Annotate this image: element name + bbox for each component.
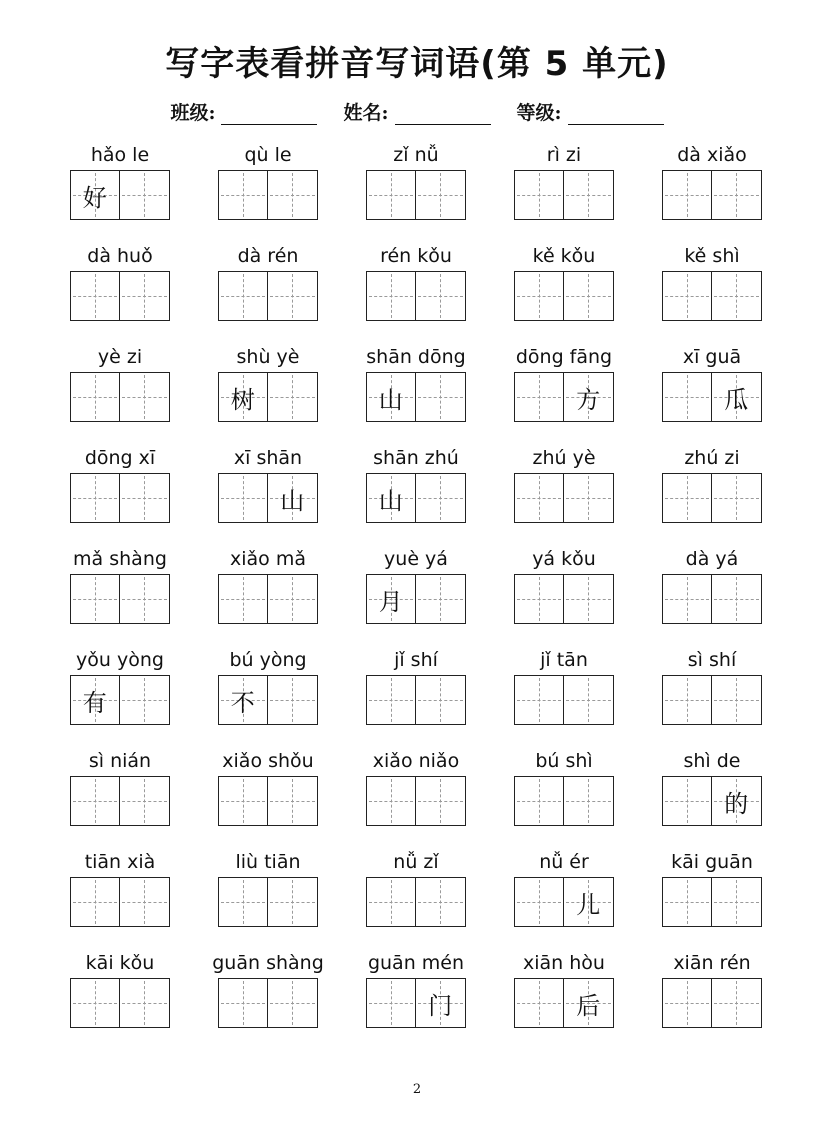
tian-grid-pair (662, 776, 762, 826)
pinyin-label: rì zi (546, 144, 582, 166)
tian-grid-box[interactable] (267, 676, 317, 724)
word-item (70, 342, 170, 443)
pinyin-label: sì shí (687, 649, 737, 671)
word-item (662, 948, 762, 1049)
tian-grid-pair (366, 877, 466, 927)
tian-grid-box[interactable] (711, 777, 761, 825)
tian-grid-pair (70, 675, 170, 725)
word-item (70, 443, 170, 544)
pinyin-label: dà huǒ (87, 245, 153, 267)
tian-grid-box[interactable] (415, 575, 465, 623)
tian-grid-box[interactable] (515, 979, 564, 1027)
word-item (366, 544, 466, 645)
pinyin-label: kāi kǒu (85, 952, 155, 974)
pinyin-label: xī guā (682, 346, 742, 368)
class-field (170, 98, 317, 125)
tian-grid-box[interactable] (711, 878, 761, 926)
tian-grid-box[interactable] (267, 575, 317, 623)
word-item (514, 443, 614, 544)
tian-grid-pair (218, 675, 318, 725)
tian-grid-box[interactable] (563, 373, 613, 421)
tian-grid-box[interactable] (71, 272, 120, 320)
pinyin-label: dōng fāng (515, 346, 613, 368)
word-item (70, 140, 170, 241)
tian-grid-box[interactable] (663, 878, 712, 926)
word-item (662, 241, 762, 342)
tian-grid-box[interactable] (119, 474, 169, 522)
tian-grid-pair (218, 473, 318, 523)
pinyin-label: xiǎo shǒu (222, 750, 314, 772)
tian-grid-box[interactable] (267, 777, 317, 825)
tian-grid-pair (662, 473, 762, 523)
tian-grid-box[interactable] (415, 171, 465, 219)
tian-grid-box[interactable] (219, 474, 268, 522)
pinyin-label: zhú yè (532, 447, 596, 469)
word-item (662, 544, 762, 645)
tian-grid-box[interactable] (119, 979, 169, 1027)
tian-grid-pair (662, 574, 762, 624)
tian-grid-box[interactable] (367, 373, 416, 421)
tian-grid-box[interactable] (663, 777, 712, 825)
word-item (514, 342, 614, 443)
tian-grid-box[interactable] (71, 777, 120, 825)
tian-grid-box[interactable] (515, 777, 564, 825)
word-item (218, 544, 318, 645)
hint-character: 儿 (576, 890, 601, 919)
hint-character: 不 (230, 688, 255, 717)
tian-grid-box[interactable] (563, 474, 613, 522)
pinyin-label: yá kǒu (532, 548, 596, 570)
tian-grid-pair (514, 473, 614, 523)
tian-grid-box[interactable] (367, 575, 416, 623)
tian-grid-box[interactable] (563, 878, 613, 926)
tian-grid-box[interactable] (563, 676, 613, 724)
class-blank-line[interactable] (221, 104, 317, 125)
word-item (514, 645, 614, 746)
pinyin-label: shān dōng (366, 346, 466, 368)
word-item (70, 847, 170, 948)
word-item (70, 241, 170, 342)
tian-grid-pair (514, 877, 614, 927)
tian-grid-box[interactable] (563, 777, 613, 825)
pinyin-label: kě kǒu (532, 245, 596, 267)
tian-grid-pair (514, 170, 614, 220)
tian-grid-pair (662, 978, 762, 1028)
tian-grid-box[interactable] (711, 575, 761, 623)
word-item (514, 544, 614, 645)
tian-grid-box[interactable] (663, 373, 712, 421)
tian-grid-box[interactable] (415, 777, 465, 825)
tian-grid-box[interactable] (711, 373, 761, 421)
tian-grid-box[interactable] (367, 979, 416, 1027)
tian-grid-box[interactable] (367, 474, 416, 522)
tian-grid-box[interactable] (219, 878, 268, 926)
pinyin-label: xiǎo niǎo (372, 750, 460, 772)
tian-grid-box[interactable] (71, 575, 120, 623)
word-item (70, 746, 170, 847)
hint-character: 方 (576, 385, 601, 414)
pinyin-label: shù yè (236, 346, 300, 368)
tian-grid-box[interactable] (119, 878, 169, 926)
tian-grid-pair (218, 574, 318, 624)
pinyin-label: yǒu yòng (76, 649, 164, 671)
tian-grid-box[interactable] (367, 171, 416, 219)
pinyin-label: zǐ nǚ (393, 144, 439, 166)
tian-grid-box[interactable] (367, 272, 416, 320)
tian-grid-pair (662, 372, 762, 422)
hint-character: 月 (378, 587, 403, 616)
tian-grid-pair (366, 978, 466, 1028)
tian-grid-box[interactable] (71, 878, 120, 926)
tian-grid-box[interactable] (711, 979, 761, 1027)
pinyin-label: guān shàng (212, 952, 324, 974)
pinyin-label: xiān hòu (523, 952, 605, 974)
tian-grid-pair (70, 271, 170, 321)
word-item (662, 847, 762, 948)
tian-grid-box[interactable] (119, 272, 169, 320)
pinyin-label: dà yá (685, 548, 739, 570)
word-item (366, 443, 466, 544)
grade-label: 等级: (516, 102, 562, 124)
pinyin-label: jǐ shí (394, 649, 438, 671)
tian-grid-box[interactable] (711, 272, 761, 320)
pinyin-label: rén kǒu (380, 245, 452, 267)
tian-grid-box[interactable] (563, 575, 613, 623)
pinyin-label: nǚ ér (539, 851, 589, 873)
tian-grid-box[interactable] (267, 979, 317, 1027)
tian-grid-box[interactable] (515, 676, 564, 724)
tian-grid-box[interactable] (267, 171, 317, 219)
tian-grid-pair (70, 574, 170, 624)
word-item (70, 544, 170, 645)
tian-grid-box[interactable] (367, 676, 416, 724)
tian-grid-box[interactable] (71, 171, 120, 219)
tian-grid-box[interactable] (563, 272, 613, 320)
tian-grid-box[interactable] (71, 373, 120, 421)
pinyin-label: yuè yá (384, 548, 448, 570)
tian-grid-box[interactable] (563, 171, 613, 219)
word-item (514, 140, 614, 241)
word-item (514, 241, 614, 342)
word-item (70, 645, 170, 746)
tian-grid-pair (218, 978, 318, 1028)
tian-grid-box[interactable] (515, 878, 564, 926)
hint-character: 山 (280, 486, 305, 515)
pinyin-label: dà rén (237, 245, 299, 267)
tian-grid-box[interactable] (663, 171, 712, 219)
tian-grid-pair (366, 372, 466, 422)
tian-grid-pair (218, 776, 318, 826)
hint-character: 山 (378, 385, 403, 414)
hint-character: 瓜 (724, 385, 749, 414)
tian-grid-pair (366, 170, 466, 220)
tian-grid-box[interactable] (415, 878, 465, 926)
word-item (218, 645, 318, 746)
student-info-row (0, 98, 834, 125)
word-item (218, 342, 318, 443)
name-blank-line[interactable] (395, 104, 491, 125)
grade-field (517, 98, 664, 125)
tian-grid-pair (366, 271, 466, 321)
tian-grid-box[interactable] (415, 373, 465, 421)
tian-grid-box[interactable] (367, 777, 416, 825)
word-item (662, 342, 762, 443)
word-item (212, 948, 324, 1049)
word-item (366, 645, 466, 746)
tian-grid-box[interactable] (415, 474, 465, 522)
pinyin-label: nǚ zǐ (393, 851, 439, 873)
tian-grid-box[interactable] (663, 272, 712, 320)
tian-grid-box[interactable] (563, 979, 613, 1027)
tian-grid-pair (218, 271, 318, 321)
tian-grid-box[interactable] (515, 575, 564, 623)
tian-grid-pair (70, 776, 170, 826)
tian-grid-pair (366, 473, 466, 523)
tian-grid-box[interactable] (415, 676, 465, 724)
tian-grid-pair (662, 271, 762, 321)
hint-character: 门 (428, 991, 453, 1020)
tian-grid-box[interactable] (119, 373, 169, 421)
name-label: 姓名: (343, 102, 389, 124)
tian-grid-box[interactable] (219, 979, 268, 1027)
tian-grid-box[interactable] (711, 676, 761, 724)
hint-character: 的 (724, 789, 749, 818)
pinyin-label: dōng xī (84, 447, 156, 469)
tian-grid-pair (662, 877, 762, 927)
tian-grid-box[interactable] (119, 676, 169, 724)
word-item (662, 443, 762, 544)
tian-grid-pair (218, 877, 318, 927)
pinyin-label: dà xiǎo (677, 144, 747, 166)
pinyin-label: bú shì (535, 750, 593, 772)
tian-grid-box[interactable] (515, 272, 564, 320)
tian-grid-pair (662, 675, 762, 725)
pinyin-label: mǎ shàng (73, 548, 167, 570)
hint-character: 山 (378, 486, 403, 515)
word-item (662, 645, 762, 746)
tian-grid-box[interactable] (663, 474, 712, 522)
pinyin-label: xiān rén (673, 952, 751, 974)
tian-grid-pair (514, 372, 614, 422)
tian-grid-box[interactable] (71, 474, 120, 522)
word-item (218, 140, 318, 241)
word-item (514, 746, 614, 847)
page-title: 写字表看拼音写词语(第 5 单元) (165, 44, 669, 84)
tian-grid-box[interactable] (711, 171, 761, 219)
pinyin-label: zhú zi (684, 447, 740, 469)
pinyin-label: bú yòng (229, 649, 307, 671)
word-item (366, 746, 466, 847)
word-item (662, 746, 762, 847)
tian-grid-pair (514, 271, 614, 321)
tian-grid-box[interactable] (219, 272, 268, 320)
tian-grid-box[interactable] (71, 979, 120, 1027)
name-field (343, 98, 490, 125)
tian-grid-pair (70, 877, 170, 927)
tian-grid-box[interactable] (267, 474, 317, 522)
tian-grid-box[interactable] (515, 171, 564, 219)
tian-grid-box[interactable] (515, 373, 564, 421)
tian-grid-pair (70, 170, 170, 220)
tian-grid-box[interactable] (219, 676, 268, 724)
hint-character: 好 (82, 183, 107, 212)
pinyin-label: liù tiān (235, 851, 301, 873)
tian-grid-box[interactable] (267, 373, 317, 421)
hint-character: 树 (230, 385, 255, 414)
pinyin-label: shì de (683, 750, 741, 772)
word-item (366, 140, 466, 241)
pinyin-label: xī shān (233, 447, 303, 469)
pinyin-label: hǎo le (90, 144, 150, 166)
tian-grid-pair (218, 372, 318, 422)
word-item (514, 948, 614, 1049)
tian-grid-box[interactable] (219, 171, 268, 219)
tian-grid-box[interactable] (711, 474, 761, 522)
word-item (662, 140, 762, 241)
hint-character: 后 (576, 991, 601, 1020)
tian-grid-box[interactable] (663, 979, 712, 1027)
tian-grid-pair (70, 372, 170, 422)
word-item (366, 948, 466, 1049)
tian-grid-pair (662, 170, 762, 220)
tian-grid-box[interactable] (663, 676, 712, 724)
pinyin-label: kě shì (684, 245, 740, 267)
tian-grid-box[interactable] (367, 878, 416, 926)
hint-character: 有 (82, 688, 107, 717)
tian-grid-box[interactable] (515, 474, 564, 522)
word-item (218, 847, 318, 948)
pinyin-label: yè zi (97, 346, 143, 368)
tian-grid-pair (70, 473, 170, 523)
tian-grid-box[interactable] (219, 777, 268, 825)
tian-grid-box[interactable] (119, 575, 169, 623)
tian-grid-pair (514, 675, 614, 725)
word-item (218, 241, 318, 342)
word-item (514, 847, 614, 948)
tian-grid-box[interactable] (219, 373, 268, 421)
pinyin-label: shān zhú (373, 447, 459, 469)
class-label: 班级: (170, 102, 216, 124)
tian-grid-box[interactable] (415, 979, 465, 1027)
word-item (70, 948, 170, 1049)
word-item (218, 443, 318, 544)
pinyin-label: guān mén (367, 952, 465, 974)
word-grid (70, 140, 762, 1049)
tian-grid-box[interactable] (267, 272, 317, 320)
tian-grid-pair (70, 978, 170, 1028)
pinyin-label: qù le (244, 144, 292, 166)
tian-grid-pair (514, 978, 614, 1028)
pinyin-label: tiān xià (84, 851, 156, 873)
tian-grid-pair (366, 574, 466, 624)
pinyin-label: xiǎo mǎ (230, 548, 306, 570)
word-item (218, 746, 318, 847)
tian-grid-pair (514, 574, 614, 624)
tian-grid-pair (218, 170, 318, 220)
tian-grid-pair (366, 776, 466, 826)
tian-grid-pair (366, 675, 466, 725)
tian-grid-box[interactable] (119, 777, 169, 825)
word-item (366, 342, 466, 443)
tian-grid-box[interactable] (71, 676, 120, 724)
tian-grid-pair (514, 776, 614, 826)
tian-grid-box[interactable] (119, 171, 169, 219)
pinyin-label: sì nián (88, 750, 152, 772)
pinyin-label: kāi guān (671, 851, 753, 873)
tian-grid-box[interactable] (415, 272, 465, 320)
pinyin-label: jǐ tān (540, 649, 588, 671)
page-number: 2 (412, 1082, 422, 1097)
grade-blank-line[interactable] (568, 104, 664, 125)
tian-grid-box[interactable] (219, 575, 268, 623)
word-item (366, 241, 466, 342)
word-item (366, 847, 466, 948)
tian-grid-box[interactable] (663, 575, 712, 623)
tian-grid-box[interactable] (267, 878, 317, 926)
